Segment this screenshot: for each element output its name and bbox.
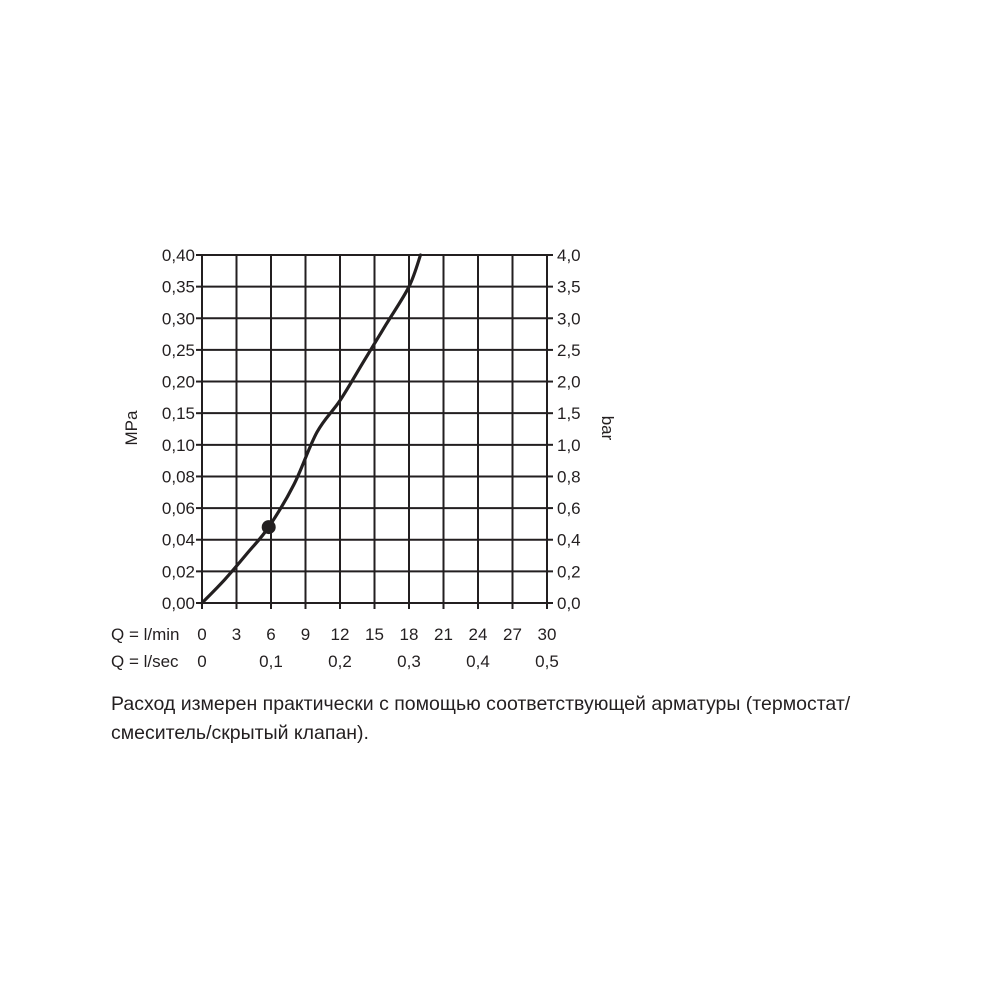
y2-tick-label: 0,2 [557, 562, 581, 582]
x-tick-label: 21 [434, 625, 453, 644]
x2-tick-label: 0 [197, 652, 207, 671]
x-tick-label: 12 [330, 625, 350, 644]
x2-axis-label: Q = l/sec [111, 652, 179, 671]
x-tick-label: 9 [300, 625, 311, 644]
y2-tick-label: 1,5 [557, 404, 581, 424]
x-tick-label: 27 [503, 625, 522, 644]
y2-tick-label: 3,0 [557, 309, 581, 329]
y-tick-label: 0,35 [161, 277, 195, 297]
x-tick-label: 3 [231, 625, 242, 644]
y-axis-label: MPa [122, 410, 141, 446]
x-tick-label: 24 [468, 625, 488, 644]
x2-tick-label: 0,1 [259, 652, 283, 671]
y-tick-label: 0,15 [161, 404, 195, 424]
x-tick-label: 30 [537, 625, 557, 644]
y2-tick-labels [557, 246, 581, 613]
x2-tick-label: 0,2 [328, 652, 352, 671]
y-tick-label: 0,04 [161, 530, 195, 550]
series-layer [202, 255, 421, 603]
y-tick-label: 0,00 [161, 594, 195, 613]
y2-tick-label: 1,0 [557, 435, 581, 455]
caption [111, 690, 941, 748]
x-tick-label: 15 [365, 625, 384, 644]
x-axis-label: Q = l/min [111, 625, 180, 644]
y2-tick-label: 4,0 [557, 246, 581, 265]
x-tick-label: 6 [266, 625, 276, 644]
y2-tick-label: 0,4 [557, 530, 581, 550]
y2-tick-label: 3,5 [557, 277, 581, 297]
caption-line-1: Расход измерен практически с помощью соответствующей арматуры (термостат/ [111, 693, 851, 715]
y-tick-label: 0,08 [161, 467, 195, 487]
y-tick-labels [162, 246, 195, 613]
y2-tick-label: 0,6 [557, 499, 581, 519]
x-tick-label: 0 [197, 625, 207, 644]
x-tick-label: 18 [399, 625, 419, 644]
x2-tick-label: 0,5 [535, 652, 559, 671]
data-point-marker [262, 520, 276, 534]
series-line [202, 255, 421, 603]
y-tick-label: 0,06 [161, 499, 195, 519]
y2-axis-label: bar [598, 415, 617, 441]
x2-tick-label: 0,3 [397, 652, 421, 671]
y2-tick-label: 0,0 [557, 594, 581, 613]
y-tick-label: 0,02 [161, 562, 195, 582]
grid [196, 255, 553, 609]
x-tick-labels [197, 625, 556, 644]
caption-line-2: смеситель/скрытый клапан). [111, 722, 369, 744]
y-tick-label: 0,30 [161, 309, 195, 329]
y-tick-label: 0,10 [161, 435, 195, 455]
y-tick-label: 0,40 [161, 246, 195, 265]
y-tick-label: 0,20 [161, 372, 195, 392]
y2-tick-label: 2,0 [557, 372, 581, 392]
x2-tick-labels [197, 652, 559, 671]
y2-tick-label: 2,5 [557, 340, 581, 360]
y2-tick-label: 0,8 [557, 467, 581, 487]
x2-tick-label: 0,4 [466, 652, 490, 671]
y-tick-label: 0,25 [161, 340, 195, 360]
